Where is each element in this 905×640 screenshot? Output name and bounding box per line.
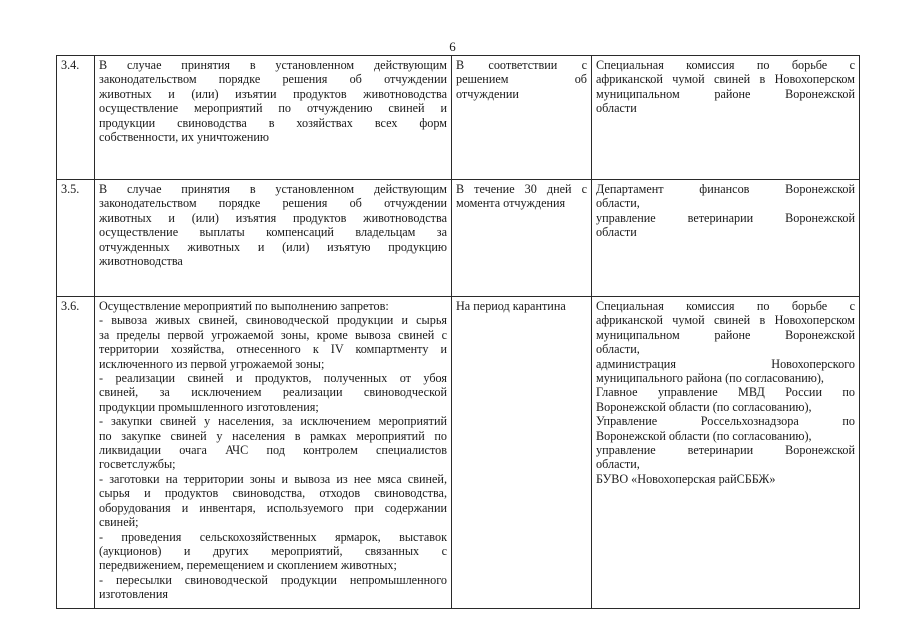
measures-table bbox=[56, 55, 860, 609]
responsible-line: администрация Новохоперского bbox=[596, 356, 855, 371]
table-row bbox=[57, 180, 860, 297]
event-line: госветслужбы; bbox=[99, 457, 176, 472]
table-row bbox=[57, 56, 860, 180]
term-line: В течение 30 дней с bbox=[456, 182, 587, 196]
event-line: - заготовки на территории зоны и вывоза из нее мяса свиней, bbox=[99, 471, 447, 486]
responsible-line: области, bbox=[596, 457, 640, 472]
responsible-line: муниципальном районе Воронежской bbox=[596, 327, 855, 342]
term-line: момента отчуждения bbox=[456, 196, 566, 211]
term-line: На период карантина bbox=[456, 299, 566, 313]
responsible-line: области, bbox=[596, 196, 640, 211]
responsible-line: Специальная комиссия по борьбе с bbox=[596, 58, 855, 72]
event-line: животноводства bbox=[99, 254, 183, 269]
responsible-line: муниципальном районе Воронежской bbox=[596, 86, 855, 101]
event-line: законодательством порядке решения об отчуждении bbox=[99, 72, 447, 87]
responsible-line: области bbox=[596, 225, 637, 240]
event-line: - вывоза живых свиней, свиноводческой продукции и сырья bbox=[99, 313, 447, 328]
row-number: 3.4. bbox=[57, 56, 95, 180]
event-line: животных и (или) изъятия продуктов животноводства bbox=[99, 210, 447, 225]
event-line: законодательством порядке решения об отчуждении bbox=[99, 196, 447, 211]
event-cell bbox=[95, 297, 452, 609]
event-line: по закупке свиней у населения в рамках мероприятий по bbox=[99, 428, 447, 443]
event-line: сырья и продуктов свиноводства, отходов свиноводства, bbox=[99, 486, 447, 501]
term-line: отчуждении bbox=[456, 86, 519, 101]
event-line: собственности, их уничтожению bbox=[99, 130, 270, 145]
event-line: осуществление мероприятий по отчуждению свиней и bbox=[99, 101, 447, 116]
event-line: Осуществление мероприятий по выполнению запретов: bbox=[99, 299, 389, 313]
event-cell bbox=[95, 56, 452, 180]
term-cell bbox=[452, 297, 592, 609]
table-row bbox=[57, 297, 860, 609]
event-line: оборудования и инвентаря, используемого при содержании bbox=[99, 500, 447, 515]
event-line: отчужденных животных и (или) изъятую продукцию bbox=[99, 239, 447, 254]
event-line: В случае принятия в установленном действующим bbox=[99, 58, 447, 72]
event-line: за пределы первой угрожаемой зоны, кроме вывоза свиней с bbox=[99, 327, 447, 342]
event-line: (аукционов) и других мероприятий, связанных с bbox=[99, 543, 447, 558]
responsible-line: Воронежской области (по согласованию), bbox=[596, 428, 812, 443]
responsible-line: африканской чумой свиней в Новохоперском bbox=[596, 313, 855, 328]
responsible-cell bbox=[592, 56, 860, 180]
event-line: осуществление выплаты компенсаций владельцам за bbox=[99, 225, 447, 240]
responsible-line: африканской чумой свиней в Новохоперском bbox=[596, 72, 855, 87]
responsible-line: муниципального района (по согласованию), bbox=[596, 371, 824, 386]
row-number: 3.6. bbox=[57, 297, 95, 609]
event-line: изготовления bbox=[99, 587, 168, 602]
event-line: - проведения сельскохозяйственных ярмарок, выставок bbox=[99, 529, 447, 544]
term-cell bbox=[452, 180, 592, 297]
term-line: В соответствии с bbox=[456, 58, 587, 72]
row-number: 3.5. bbox=[57, 180, 95, 297]
event-line: В случае принятия в установленном действующим bbox=[99, 182, 447, 196]
responsible-line: управление ветеринарии Воронежской bbox=[596, 443, 855, 458]
event-cell bbox=[95, 180, 452, 297]
responsible-line: БУВО «Новохоперская райСББЖ» bbox=[596, 471, 776, 486]
responsible-line: области, bbox=[596, 342, 640, 357]
event-line: свиней, за исключением реализации свиноводческой bbox=[99, 385, 447, 400]
responsible-line: управление ветеринарии Воронежской bbox=[596, 210, 855, 225]
responsible-line: Воронежской области (по согласованию), bbox=[596, 399, 812, 414]
event-line: продукции свиноводства в хозяйствах всех форм bbox=[99, 115, 447, 130]
responsible-cell bbox=[592, 180, 860, 297]
event-line: передвижением, перемещением и скоплением животных; bbox=[99, 558, 397, 573]
responsible-line: Специальная комиссия по борьбе с bbox=[596, 299, 855, 313]
event-line: территории хозяйства, отнесенного к IV компартменту и bbox=[99, 342, 447, 357]
term-cell bbox=[452, 56, 592, 180]
event-line: - закупки свиней у населения, за исключением мероприятий bbox=[99, 414, 447, 429]
event-line: животных и (или) изъятии продуктов животноводства bbox=[99, 86, 447, 101]
event-line: ликвидации очага АЧС под контролем специалистов bbox=[99, 443, 447, 458]
responsible-line: Главное управление МВД России по bbox=[596, 385, 855, 400]
event-line: свиней; bbox=[99, 515, 139, 530]
page-number: 6 bbox=[449, 39, 456, 54]
event-line: исключенного из первой угрожаемой зоны; bbox=[99, 356, 325, 371]
responsible-line: области bbox=[596, 101, 637, 116]
event-line: - пересылки свиноводческой продукции непромышленного bbox=[99, 572, 447, 587]
event-line: продукции промышленного изготовления; bbox=[99, 399, 319, 414]
responsible-cell bbox=[592, 297, 860, 609]
term-line: решением об bbox=[456, 72, 587, 87]
event-line: - реализации свиней и продуктов, полученных от убоя bbox=[99, 371, 447, 386]
responsible-line: Управление Россельхознадзора по bbox=[596, 414, 855, 429]
responsible-line: Департамент финансов Воронежской bbox=[596, 182, 855, 196]
